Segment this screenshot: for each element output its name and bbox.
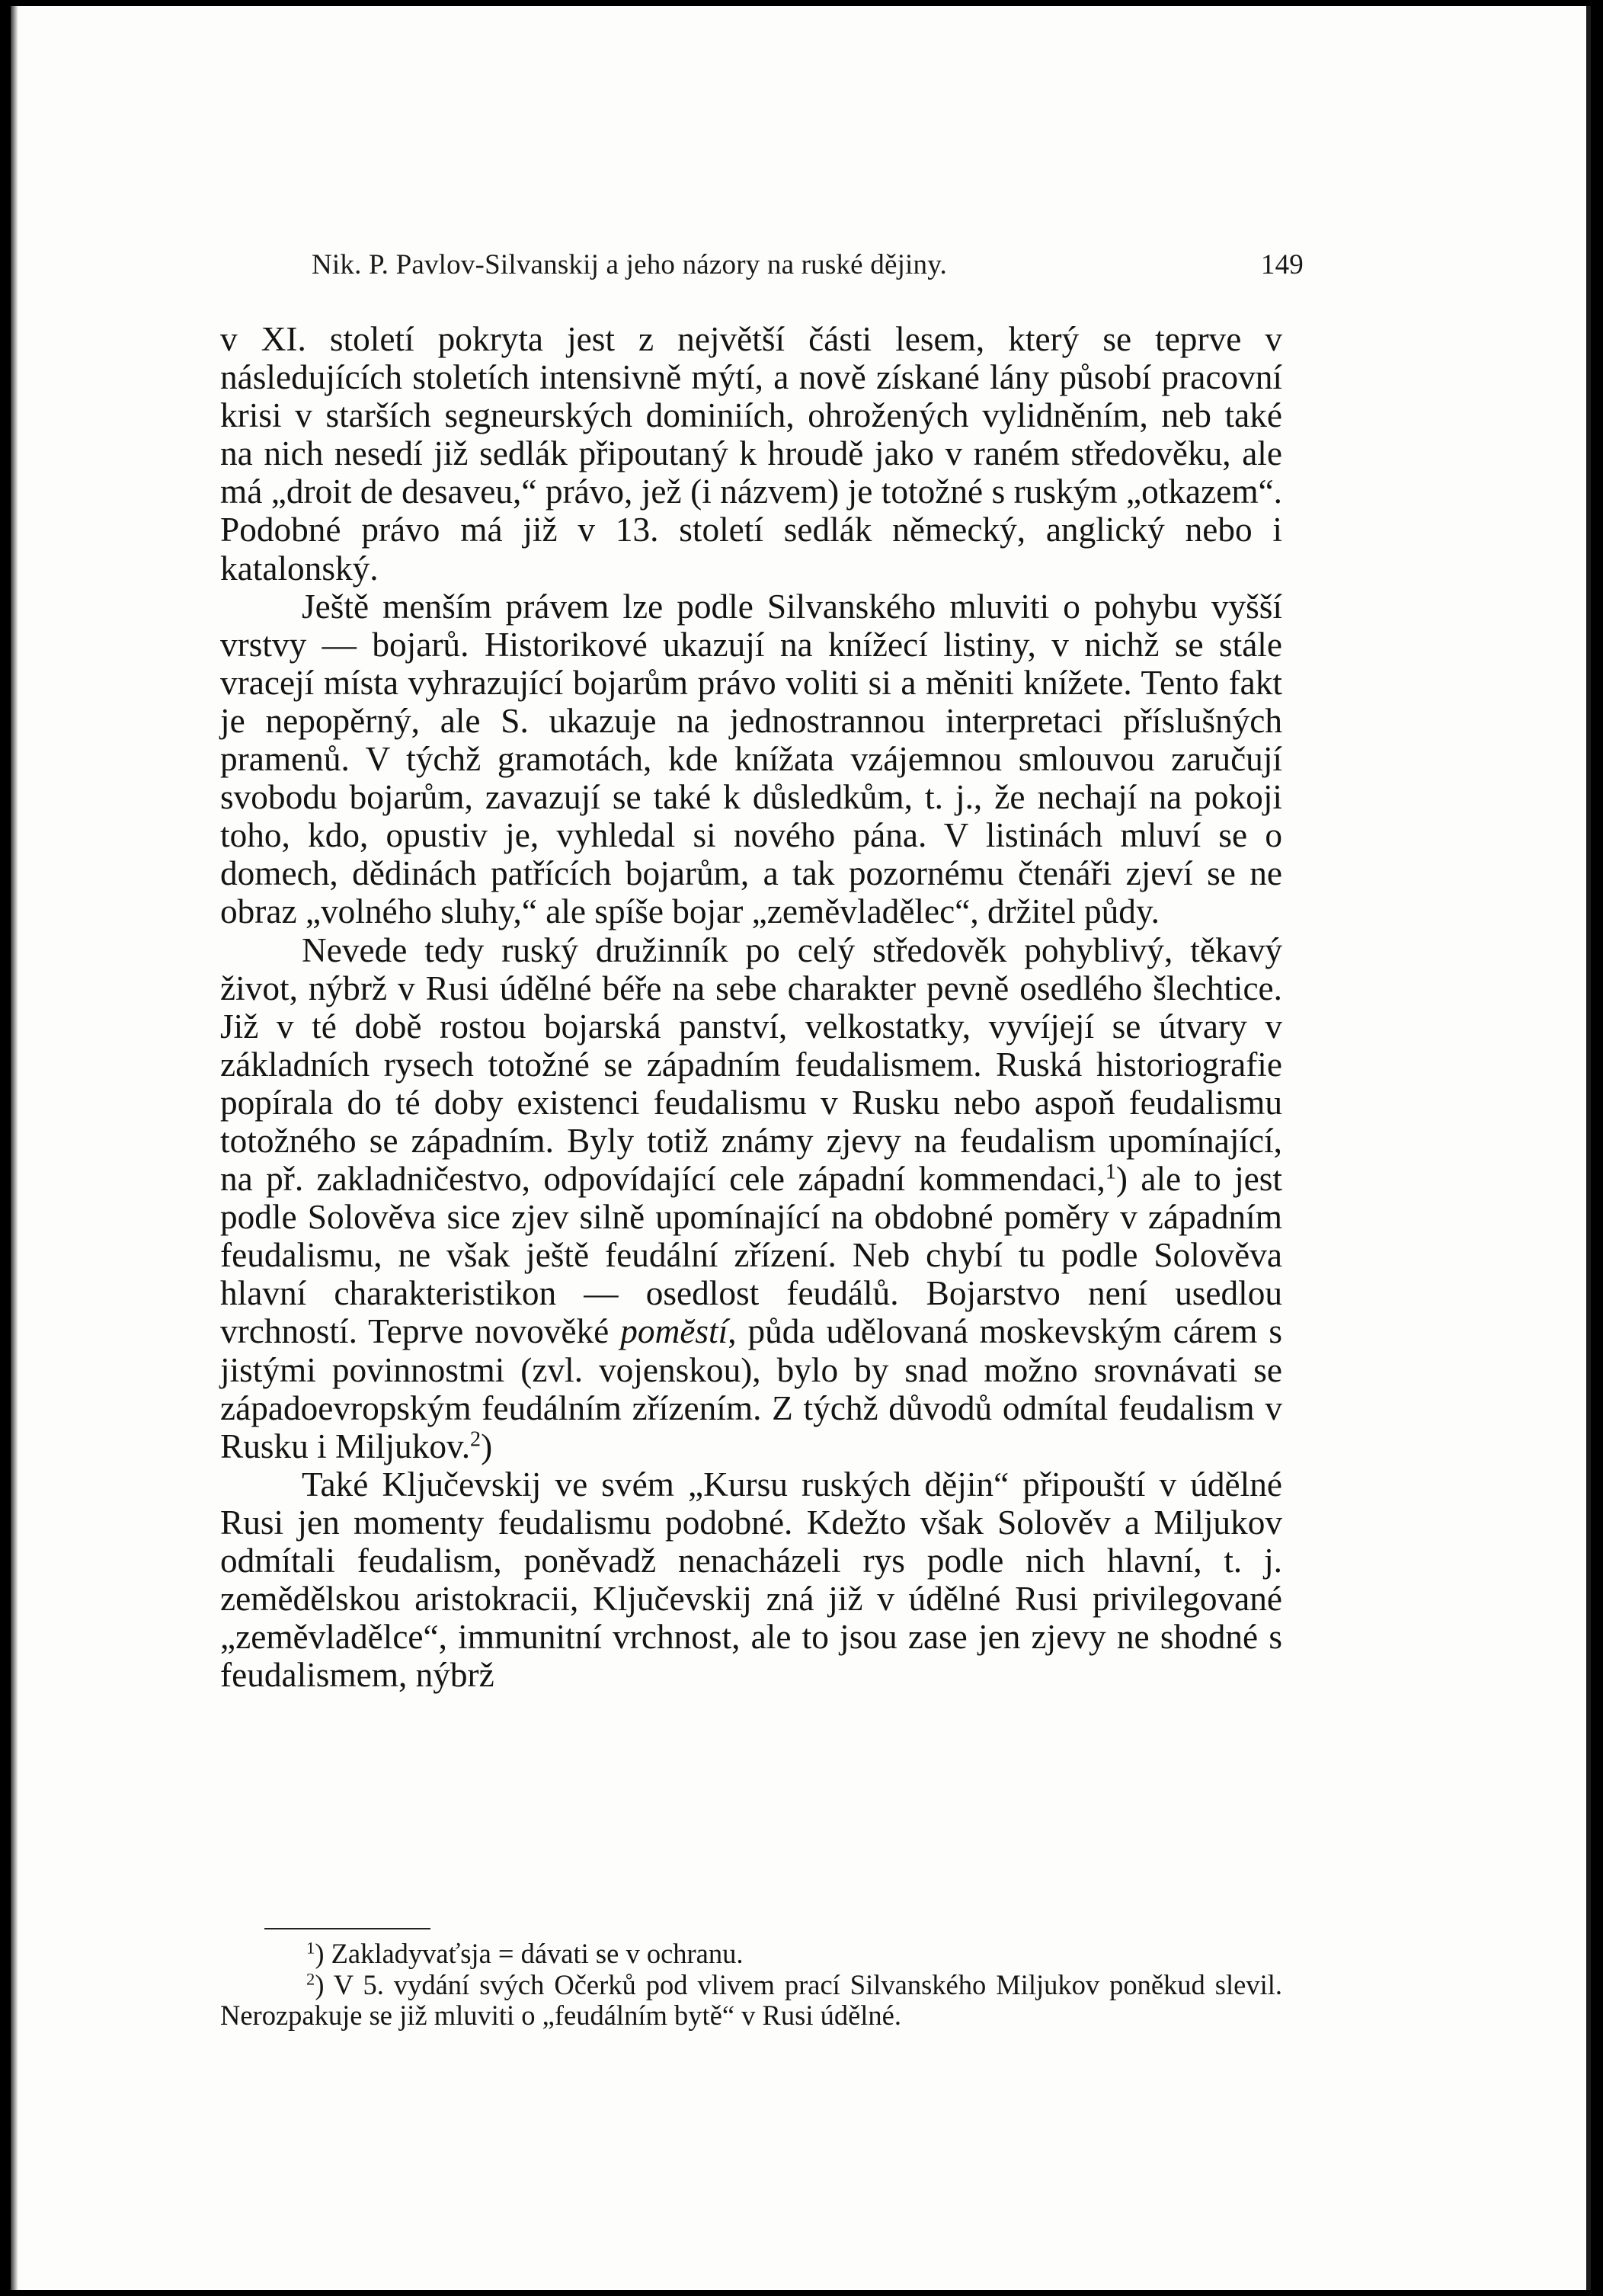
page-edge-border bbox=[1586, 6, 1591, 2290]
page-number: 149 bbox=[1260, 249, 1304, 280]
main-text bbox=[220, 320, 1282, 1694]
footnote-1 bbox=[220, 1939, 1282, 1970]
paragraph-1: v XI. století pokryta jest z největší části lesem, který se teprve v následujících stoletích intensivně mýtí, a nově získané lány působí pracovní krisi v starších segneurských dominiích, ohrožených vylidněním, neb také na nich nesedí již sedlák připoutaný k hroudě jako v raném středověku, ale má „droit de desaveu,“ právo, jež (i názvem) je totožné s ruským „otkazem“. Podobné právo má již v 13. století sedlák německý, anglický nebo i katalonský. bbox=[220, 320, 1282, 588]
running-header bbox=[312, 248, 1304, 287]
footnote-1-mark: 1 bbox=[306, 1938, 315, 1958]
paragraph-3 bbox=[220, 931, 1282, 1465]
italic-term-pomesti: pomĕstí bbox=[620, 1312, 728, 1351]
footnote-2 bbox=[220, 1970, 1282, 2032]
footnote-ref-2: 2 bbox=[470, 1427, 482, 1452]
paragraph-3-text-c: , půda udělovaná moskevským cárem s jistými povinnostmi (zvl. vojenskou), bylo by snad možno srovnávati se západoevropským feudálním zřízením. Z týchž důvodů odmítal feudalism v Rusku i Miljukov. bbox=[220, 1312, 1282, 1465]
book-page bbox=[11, 6, 1591, 2290]
footnotes bbox=[220, 1939, 1282, 2032]
paragraph-3-text-b: ) ale to jest podle Solověva sice zjev silně upomínající na obdobné poměry v západním feudalismu, ne však ještě feudální zřízení. Neb chybí tu podle Solověva hlavní charakteristikon — osedlost feudálů. Bojarstvo není usedlou vrchností. Teprve novověké bbox=[220, 1160, 1282, 1351]
running-title: Nik. P. Pavlov-Silvanskij a jeho názory na ruské dějiny. bbox=[312, 249, 947, 280]
footnote-1-text: ) Zakladyvaťsja = dávati se v ochranu. bbox=[315, 1938, 744, 1969]
footnote-2-text: ) V 5. vydání svých Očerků pod vlivem prací Silvanského Miljukov poněkud slevil. Nerozpakuje se již mluviti o „feudálním bytě“ v Rusi údělné. bbox=[220, 1968, 1282, 2031]
paragraph-3-text-a: Nevede tedy ruský družinník po celý středověk pohyblivý, těkavý život, nýbrž v Rusi údělné béře na sebe charakter pevně osedlého šlechtice. Již v té době rostou bojarská panství, velkostatky, vyvíjejí se útvary v základních rysech totožné se západním feudalismem. Ruská historiografie popírala do té doby existenci feudalismu v Rusku nebo aspoň feudalismu totožného se západním. Byly totiž známy zjevy na feudalism upomínající, na př. zakladničestvo, odpovídající cele západní kommendaci, bbox=[220, 930, 1282, 1199]
footnote-2-mark: 2 bbox=[306, 1969, 315, 1989]
paragraph-3-text-d: ) bbox=[481, 1427, 493, 1465]
footnote-divider bbox=[264, 1928, 430, 1929]
footnote-ref-1: 1 bbox=[1105, 1160, 1116, 1184]
page-gutter-shadow bbox=[11, 6, 18, 2290]
paragraph-2: Ještě menším právem lze podle Silvanského mluviti o pohybu vyšší vrstvy — bojarů. Historikové ukazují na knížecí listiny, v nichž se stále vracejí místa vyhrazující bojarům právo voliti si a měniti knížete. Tento fakt je nepopěrný, ale S. ukazuje na jednostrannou interpretaci příslušných pramenů. V týchž gramotách, kde knížata vzájemnou smlouvou zaručují svobodu bojarům, zavazují se také k důsledkům, t. j., že nechají na pokoji toho, kdo, opustiv je, vyhledal si nového pána. V listinách mluví se o domech, dědinách patřících bojarům, a tak pozornému čtenáři zjeví se ne obraz „volného sluhy,“ ale spíše bojar „zeměvladělec“, držitel půdy. bbox=[220, 587, 1282, 931]
paragraph-4: Také Ključevskij ve svém „Kursu ruských dějin“ připouští v údělné Rusi jen momenty feudalismu podobné. Kdežto však Solověv a Miljukov odmítali feudalism, poněvadž nenacházeli rys podle nich hlavní, t. j. zemědělskou aristokracii, Ključevskij zná již v údělné Rusi privilegované „zeměvladělce“, immunitní vrchnost, ale to jsou zase jen zjevy ne shodné s feudalismem, nýbrž bbox=[220, 1465, 1282, 1695]
